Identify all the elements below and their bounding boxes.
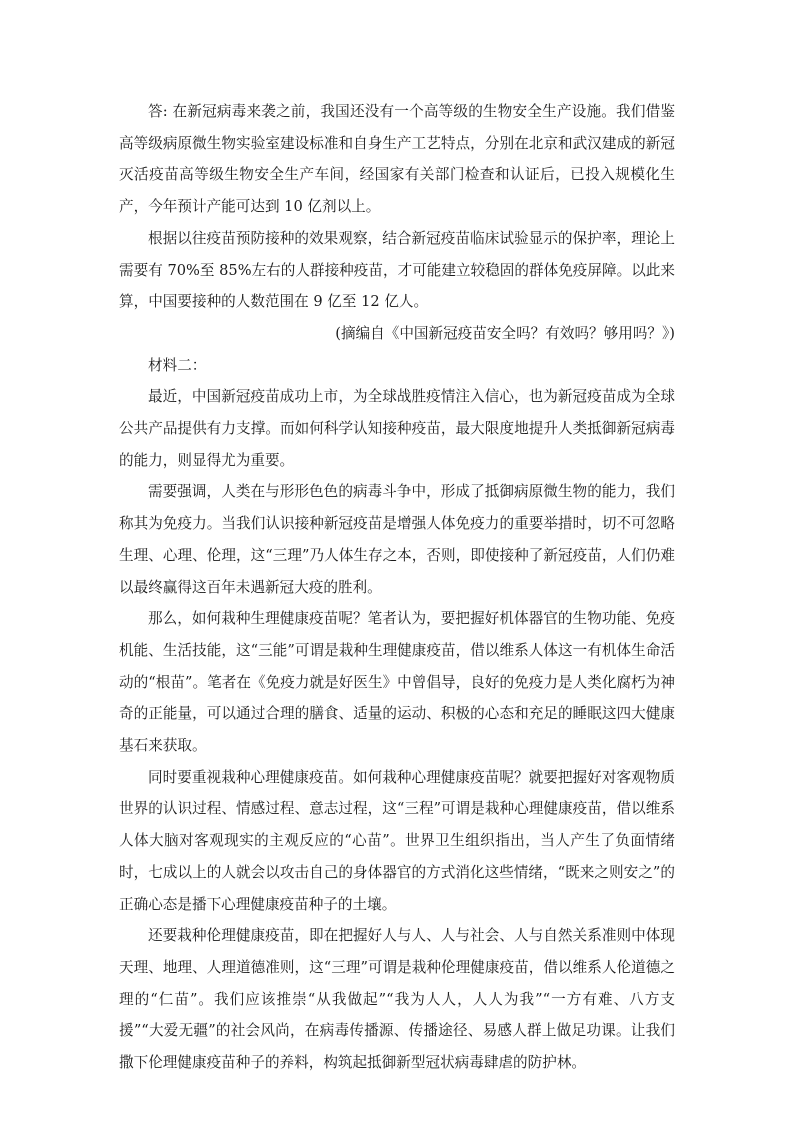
document-body	[119, 96, 675, 1079]
section-label: 材料二：	[148, 356, 207, 374]
answer-paragraph: 答: 在新冠病毒来袭之前，我国还没有一个高等级的生物安全生产设施。我们借鉴高等级病原微生物实验室建设标准和自身生产工艺特点，分别在北京和武汉建成的新冠灭活疫苗高等级生物安全生产车间，经国家有关部门检查和认证后，已投入规模化生产，今年预计产能可达到 10 亿剂以上。	[119, 103, 675, 216]
material2-paragraph-2: 需要强调，人类在与形形色色的病毒斗争中，形成了抵御病原微生物的能力，我们称其为免疫力。当我们认识接种新冠疫苗是增强人体免疫力的重要举措时，切不可忽略生理、心理、伦理，这“三理”乃人体生存之本，否则，即使接种了新冠疫苗，人们仍难以最终赢得这百年未遇新冠大疫的胜利。	[119, 483, 675, 596]
material2-paragraph-3: 那么，如何栽种生理健康疫苗呢？笔者认为，要把握好机体器官的生物功能、免疫机能、生活技能，这“三能”可谓是栽种生理健康疫苗，借以维系人体这一有机体生命活动的“根苗”。笔者在《免疫力就是好医生》中曾倡导，良好的免疫力是人类化腐朽为神奇的正能量，可以通过合理的膳食、适量的运动、积极的心态和充足的睡眠这四大健康基石来获取。	[119, 610, 675, 755]
material2-paragraph-5: 还要栽种伦理健康疫苗，即在把握好人与人、人与社会、人与自然关系准则中体现天理、地理、人理道德准则，这“三理”可谓是栽种伦理健康疫苗，借以维系人伦道德之理的“仁苗”。我们应该推崇“从我做起”“我为人人，人人为我”“一方有难、八方支援”“大爱无疆”的社会风尚，在病毒传播源、传播途径、易感人群上做足功课。让我们撒下伦理健康疫苗种子的养料，构筑起抵御新型冠状病毒肆虐的防护林。	[119, 927, 675, 1072]
source-citation: (摘编自《中国新冠疫苗安全吗？有效吗？够用吗？》)	[335, 324, 675, 342]
material2-paragraph-4: 同时要重视栽种心理健康疫苗。如何栽种心理健康疫苗呢？就要把握好对客观物质世界的认识过程、情感过程、意志过程，这“三程”可谓是栽种心理健康疫苗，借以维系人体大脑对客观现实的主观反应的“心苗”。世界卫生组织指出，当人产生了负面情绪时，七成以上的人就会以攻击自己的身体器官的方式消化这些情绪，“既来之则安之”的正确心态是播下心理健康疫苗种子的土壤。	[119, 768, 675, 913]
vaccination-range-paragraph: 根据以往疫苗预防接种的效果观察，结合新冠疫苗临床试验显示的保护率，理论上需要有 70%至 85%左右的人群接种疫苗，才可能建立较稳固的群体免疫屏障。以此来算，中国要接种的人数范围在 9 亿至 12 亿人。	[119, 229, 675, 311]
material2-paragraph-1: 最近，中国新冠疫苗成功上市，为全球战胜疫情注入信心，也为新冠疫苗成为全球公共产品提供有力支撑。而如何科学认知接种疫苗，最大限度地提升人类抵御新冠病毒的能力，则显得尤为重要。	[119, 388, 675, 469]
